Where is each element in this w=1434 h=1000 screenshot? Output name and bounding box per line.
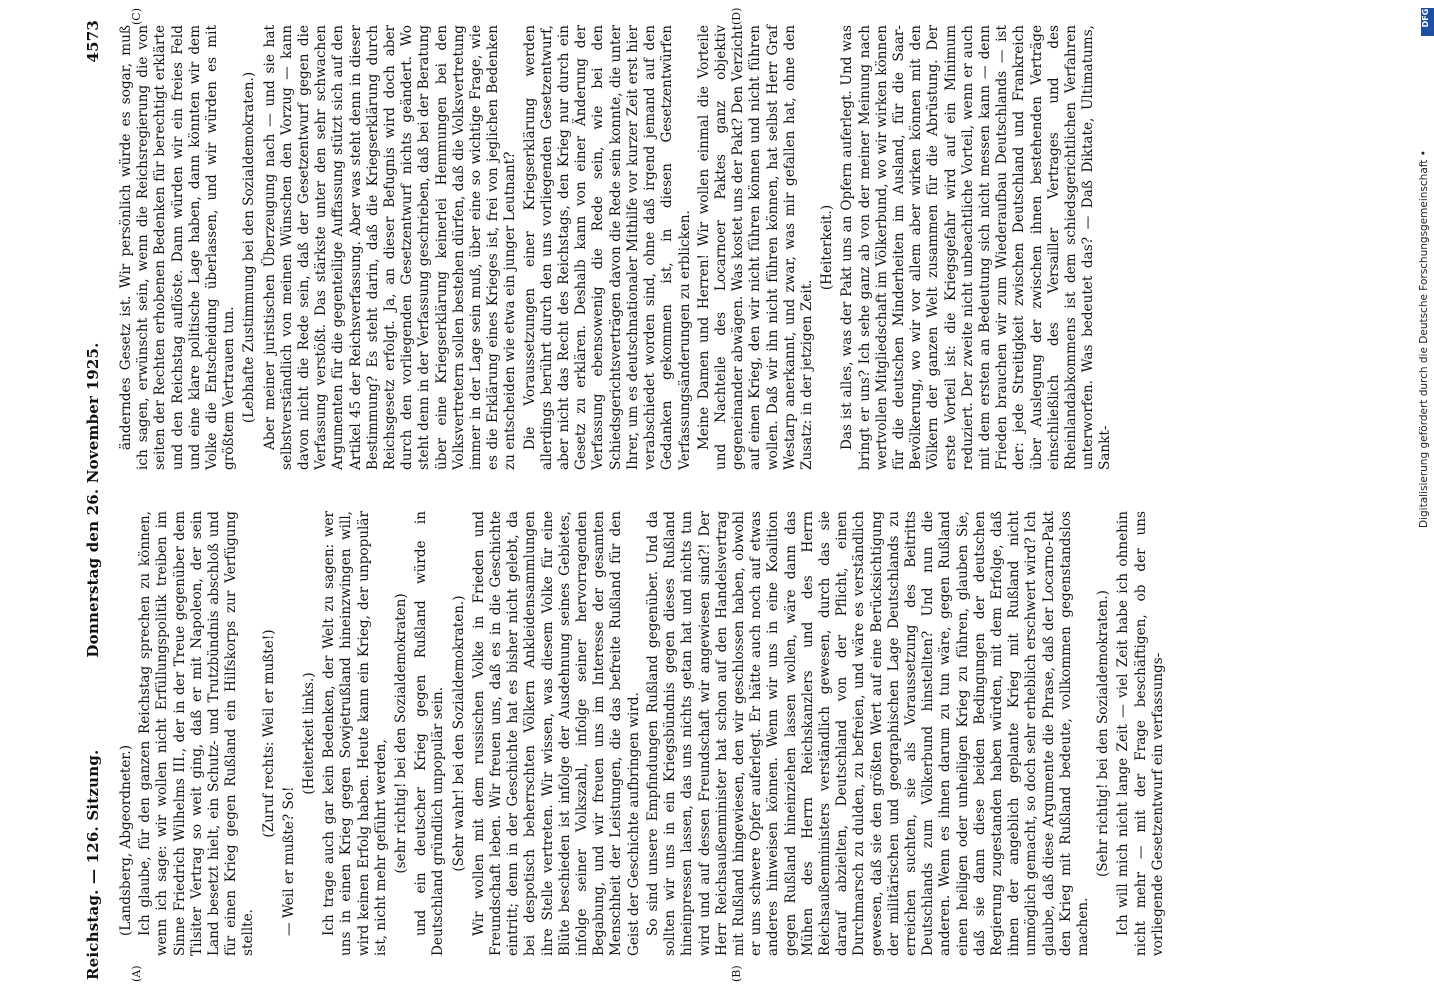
paragraph: Ich glaube, für den ganzen Reichstag sprechen zu können, wenn ich sage: wir wollen nicht Erfüllungspolitik treiben im Sinne Friedrich Wilhelms III., der in der Treue gegenüber dem Tilsiter Vertrag so weit ging, daß er mit Napoleon, der sein Land besetzt hielt, ein Schutz- und Trutzbündnis abschloß und für einen Krieg gegen Rußland ein Hilfskorps zur Verfügung stellte. <box>137 511 257 956</box>
paragraph: — Weil er mußte? So! <box>280 786 297 936</box>
paragraph: So sind unsere Empfindungen Rußland gegenüber. Und da sollten wir uns in ein Kriegsbündnis gegen dieses Rußland hineinpressen lassen, das uns nichts getan hat und nichts tun wird und auf dessen Freundschaft wir angewiesen sind?! Der Herr Reichsaußenminister hat schon auf den Handelsvertrag mit Rußland hingewiesen, den wir geschlossen haben, obwohl er uns schwere Opfer auferlegt. Er hätte auch noch auf etwas anderes hinweisen können. Wenn wir uns in eine Koalition gegen Rußland hineinziehen lassen wollen, wäre dann das Mühen des Herrn Reichskanzlers und des Herrn Reichsaußenministers verständlich gewesen, durch das sie darauf abzielten, Deutschland von der Pflicht, einen Durchmarsch zu dulden, zu befreien, und wäre es verständlich gewesen, daß sie den größten Wert auf eine Berücksichtigung der militärischen und geographischen Lage Deutschlands zu erreichen suchten, sie als Voraussetzung des Beitritts Deutschlands zum Völkerbund hinstellten? Und nun die anderen. Wenn es ihnen darum zu tun wäre, gegen Rußland einen heiligen oder unheiligen Krieg zu führen, glauben Sie, daß sie dann diese beiden Bedingungen der deutschen Regierung zugestanden haben würden, mit dem Erfolge, daß ihnen der angeblich geplante Krieg mit Rußland nicht unmöglich gemacht, so doch sehr erheblich erschwert wird? Ich glaube, daß diese Argumente die Phrase, daß der Locarno-Pakt den Krieg mit Rußland bedeute, vollkommen gegenstandslos machen. <box>644 511 1091 956</box>
paragraph: und ein deutscher Krieg gegen Rußland würde in Deutschland gründlich unpopulär sein. <box>413 511 447 956</box>
marker-c: (C) <box>130 8 143 25</box>
interjection: (Zuruf rechts: Weil er mußte!) <box>260 629 277 838</box>
page-number: 4573 <box>84 20 102 63</box>
interjection: (Sehr richtig! bei den Sozialdemokraten.) <box>1095 590 1112 877</box>
marker-a: (A) <box>130 965 143 982</box>
paragraph: Ich will mich nicht lange Zeit — viel Zeit habe ich ohnehin nicht mehr — mit der Frage beschäftigen, ob der uns vorliegende Gesetzentwurf ein verfassungs- <box>1115 511 1166 956</box>
header-date: Donnerstag den 26. November 1925. <box>84 342 102 658</box>
paragraph: Meine Damen und Herren! Wir wollen einmal die Vorteile und Nachteile des Locarnoer Paktes ganz objektiv gegeneinander abwägen. Was kostet uns der Pakt? Den Verzicht auf einen Krieg, den wir nicht führen können und nicht führen wollen. Daß wir ihn nicht führen können, hat selbst Herr Graf Westarp anerkannt, und zwar, was mir gefallen hat, ohne den Zusatz: in der jetzigen Zeit. <box>695 25 815 470</box>
interjection: (Heiterkeit links.) <box>301 672 318 795</box>
interjection: (Sehr wahr! bei den Sozialdemokraten.) <box>450 595 467 872</box>
credit-text: Digitalisierung gefördert durch die Deutsche Forschungsgemeinschaft • <box>1418 150 1430 528</box>
header-left: Reichstag. — 126. Sitzung. <box>84 749 102 980</box>
right-column <box>118 25 1350 470</box>
paragraph: Das ist alles, was der Pakt uns an Opfern auferlegt. Und was bringt er uns? Ich sehe ganz ab von der meiner Meinung nach wertvollen Mitgliedschaft im Völkerbund, wo wir wirken können für die deutschen Minderheiten im Ausland, für die Saar-Bevölkerung, wo wir vor allem aber wirken können mit den Völkern der ganzen Welt zusammen für die Abrüstung. Der erste Vorteil ist: die Kriegsgefahr wird auf ein Minimum reduziert. Der zweite nicht unbeachtliche Vorteil, wenn er auch mit dem ersten an Bedeutung sich nicht messen kann — denn Frieden brauchen wir zum Wiederaufbau Deutschlands — ist der: jede Streitigkeit zwischen Deutschland und Frankreich über Auslegung der zwischen ihnen bestehenden Verträge einschließlich des Versailler Vertrages und des Rheinlandabkommens ist dem schiedsgerichtlichen Verfahren unterworfen. Was bedeutet das? — Daß Diktate, Ultimatums, Sankt- <box>839 25 1114 470</box>
paragraph: änderndes Gesetz ist. Wir persönlich würde es sogar, muß ich sagen, erwünscht sein, wenn die Reichsregierung die von seiten der Rechten erhobenen Bedenken für berechtigt erklärte und den Reichstag auflöste. Dann würden wir ein freies Feld und eine klare politische Lage haben, dann könnten wir dem Volke die Entscheidung überlassen, und wir würden es mit größtem Vertrauen tun. <box>118 25 238 470</box>
running-header <box>84 20 110 980</box>
interjection: (Lebhafte Zustimmung bei den Sozialdemokraten.) <box>241 71 258 424</box>
paragraph: (Landsberg, Abgeordneter.) <box>118 744 134 936</box>
interjection: (sehr richtig! bei den Sozialdemokraten) <box>393 593 410 874</box>
marker-d: (D) <box>730 7 743 25</box>
paragraph: Wir wollen mit dem russischen Volke in Frieden und Freundschaft leben. Wir freuen uns, daß es in die Geschichte eintritt; denn in der Geschichte hat es bisher nicht gelebt, da bei despotisch beherrschten Völkern Ankleidensammlungen ihre Stelle vertreten. Wir wissen, was diesem Volke für eine Blüte beschieden ist infolge der Ausdehnung seines Gebietes, infolge seiner Volkszahl, infolge seiner hervorragenden Begabung, und wir freuen uns im Interesse der gesamten Menschheit der Leistungen, die das befreite Rußland für den Geist der Geschichte aufbringen wird. <box>470 511 642 956</box>
dfg-logo <box>1421 8 1434 36</box>
rotated-page <box>70 0 1370 1000</box>
paragraph: Die Voraussetzungen einer Kriegserklärung werden allerdings berührt durch den uns vorliegenden Gesetzentwurf, aber nicht das Recht des Reichstags, den Krieg nur durch ein Gesetz zu erklären. Deshalb kann von einer Änderung der Verfassung ebensowenig die Rede sein, wie bei den Schiedsgerichtsverträgen davon die Rede sein konnte, die unter Ihrer, um es deutschnationaler Mithilfe vor kurzer Zeit erst hier verabschiedet worden sind, ohne daß irgend jemand auf den Gedanken gekommen ist, in diesen Gesetzentwürfen Verfassungsänderungen zu erblicken. <box>521 25 693 470</box>
paragraph: Ich trage auch gar kein Bedenken, der Welt zu sagen: wer uns in einen Krieg gegen Sowjetrußland hineinzwingen will, wird keinen Erfolg haben. Heute kann ein Krieg, der unpopulär ist, nicht mehr geführt werden, <box>321 511 389 956</box>
paragraph: Aber meiner juristischen Überzeugung nach — und sie hat selbstverständlich von meinen Wünschen den Vorzug — kann davon nicht die Rede sein, daß der Gesetzentwurf gegen die Verfassung verstößt. Das stärkste unter den sehr schwachen Argumenten für die gegenteilige Auffassung stützt sich auf den Artikel 45 der Reichsverfassung. Aber was steht denn in dieser Bestimmung? Es steht darin, daß die Kriegserklärung durch Reichsgesetz erfolgt. Ja, an dieser Befugnis wird doch aber durch den vorliegenden Gesetzentwurf nichts geändert. Wo steht denn in der Verfassung geschrieben, daß bei der Beratung über eine Kriegserklärung keinerlei Hemmungen bei den Volksvertretern sollen bestehen dürfen, daß die Volksvertretung immer in der Lage sein muß, über eine so wichtige Frage, wie es die Erklärung eines Krieges ist, frei von jeglichen Bedenken zu entscheiden wie etwa ein junger Leutnant? <box>261 25 519 470</box>
left-column <box>118 511 1350 956</box>
marker-b: (B) <box>730 965 743 982</box>
dfg-logo-text: DFG <box>1421 8 1430 28</box>
interjection: (Heiterkeit.) <box>819 204 836 291</box>
digitization-credit <box>1418 8 1434 528</box>
